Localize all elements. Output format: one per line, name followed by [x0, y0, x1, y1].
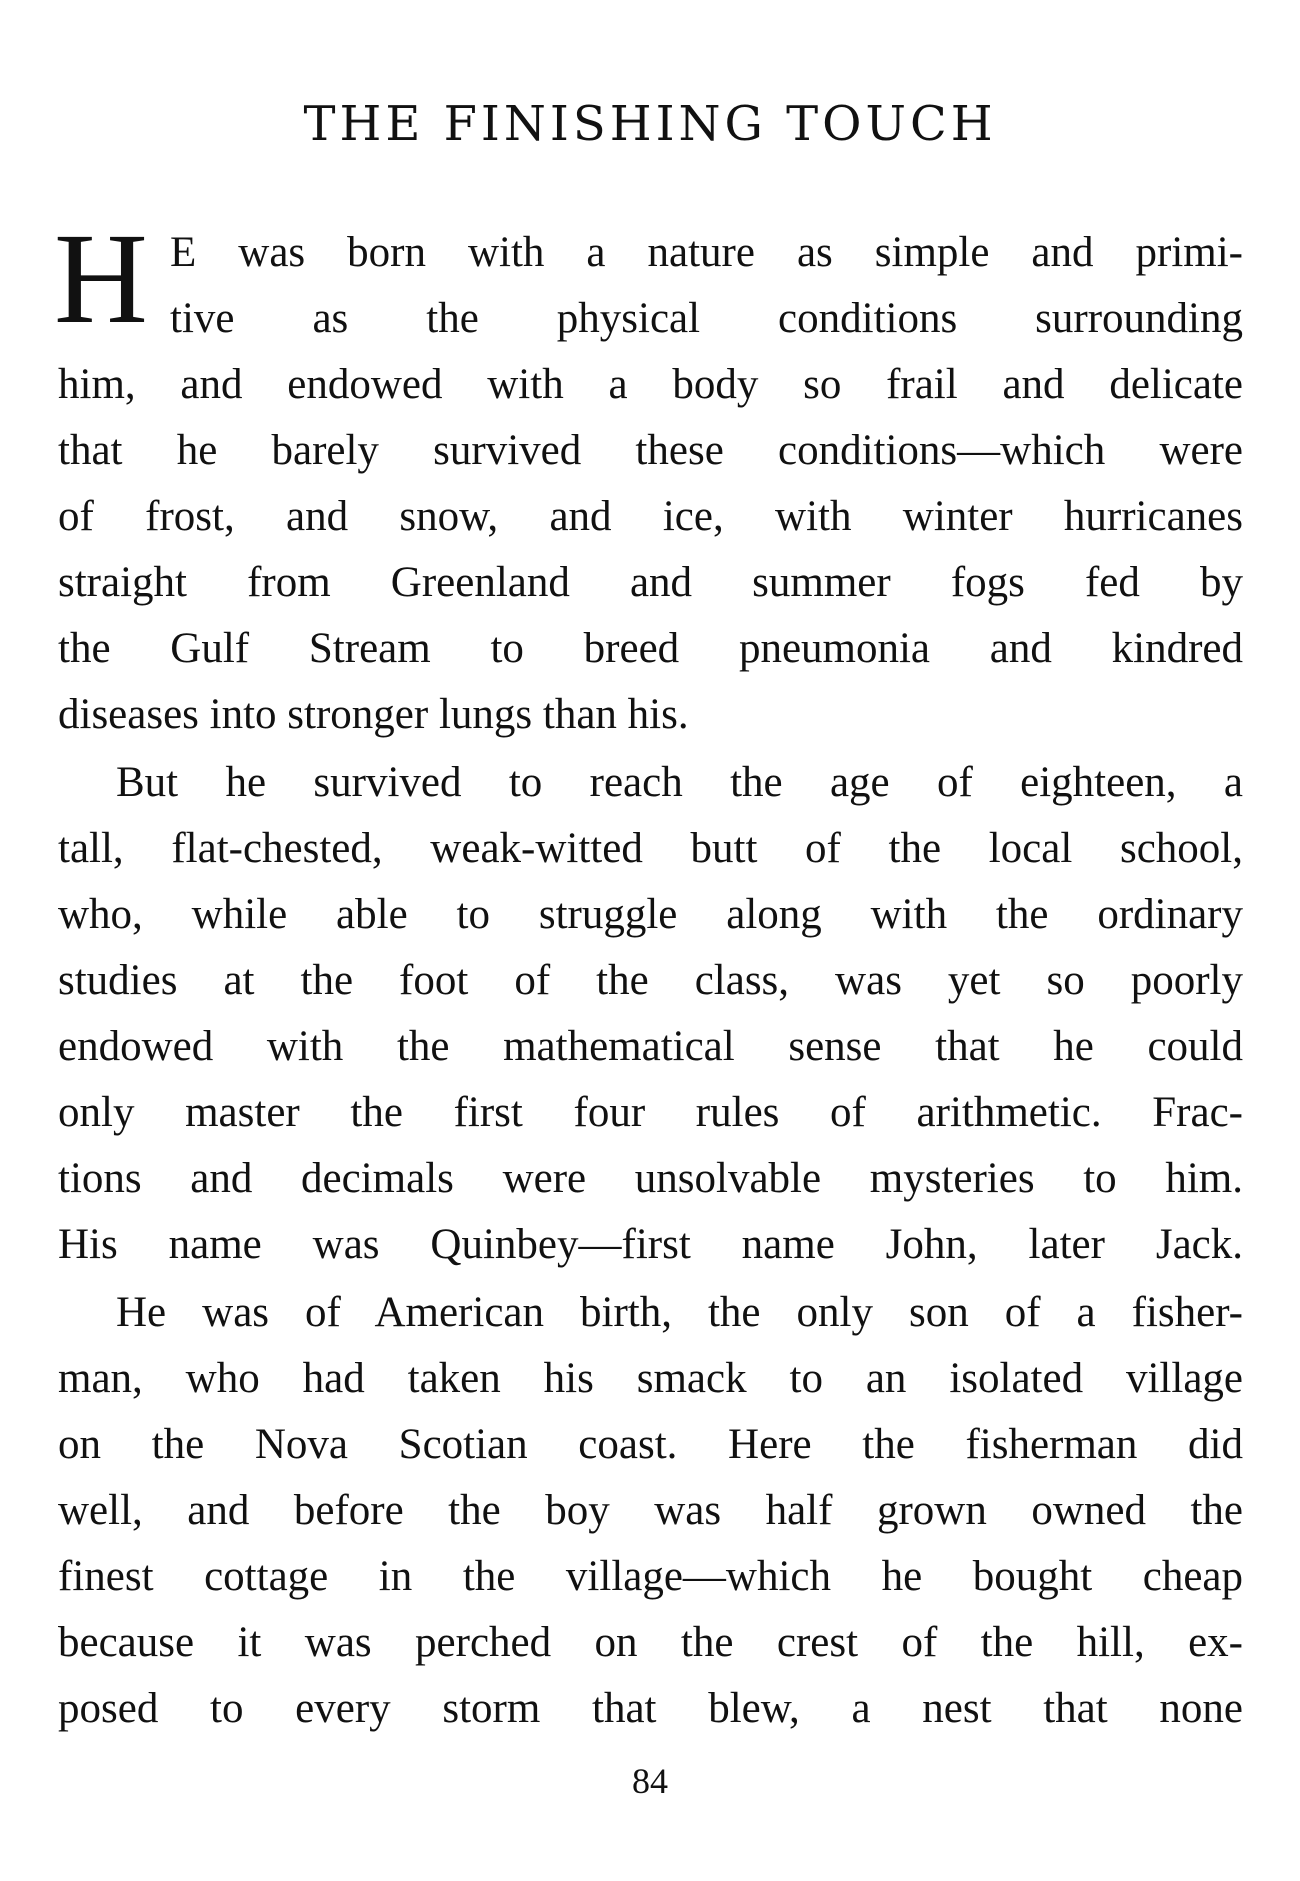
paragraph-2 — [58, 750, 1243, 1278]
text-line: His name was Quinbey—first name John, later Jack. — [58, 1221, 1243, 1268]
text-line: that he barely survived these conditions—which were — [58, 427, 1243, 474]
page-number: 84 — [632, 1761, 668, 1801]
text-line: diseases into stronger lungs than his. — [58, 691, 689, 738]
text-line: the Gulf Stream to breed pneumonia and kindred — [58, 625, 1243, 672]
text-line: tions and decimals were unsolvable mysteries to him. — [58, 1155, 1243, 1202]
text-line: because it was perched on the crest of the hill, ex- — [58, 1619, 1243, 1666]
text-line: on the Nova Scotian coast. Here the fisherman did — [58, 1421, 1243, 1468]
text-line: finest cottage in the village—which he bought cheap — [58, 1553, 1243, 1600]
text-line: him, and endowed with a body so frail and delicate — [58, 361, 1243, 408]
text-line: posed to every storm that blew, a nest that none — [58, 1685, 1243, 1732]
text-line: who, while able to struggle along with the ordinary — [58, 891, 1243, 938]
text-line: studies at the foot of the class, was yet so poorly — [58, 957, 1243, 1004]
text-line: well, and before the boy was half grown owned the — [58, 1487, 1243, 1534]
text-line: of frost, and snow, and ice, with winter hurricanes — [58, 493, 1243, 540]
text-line: tall, flat-chested, weak-witted butt of the local school, — [58, 825, 1243, 872]
chapter-title: THE FINISHING TOUCH — [303, 96, 997, 152]
text-line: endowed with the mathematical sense that he could — [58, 1023, 1243, 1070]
drop-cap: H — [54, 207, 148, 351]
paragraph-1 — [54, 207, 1243, 748]
text-line: But he survived to reach the age of eighteen, a — [116, 759, 1243, 806]
text-line: He was of American birth, the only son of a fisher- — [116, 1289, 1243, 1336]
text-line: straight from Greenland and summer fogs fed by — [58, 559, 1243, 606]
text-line: man, who had taken his smack to an isolated village — [58, 1355, 1243, 1402]
paragraph-3 — [58, 1280, 1243, 1742]
text-line: tive as the physical conditions surrounding — [170, 295, 1243, 342]
text-line: E was born with a nature as simple and primi- — [170, 229, 1243, 276]
text-line: only master the first four rules of arithmetic. Frac- — [58, 1089, 1243, 1136]
